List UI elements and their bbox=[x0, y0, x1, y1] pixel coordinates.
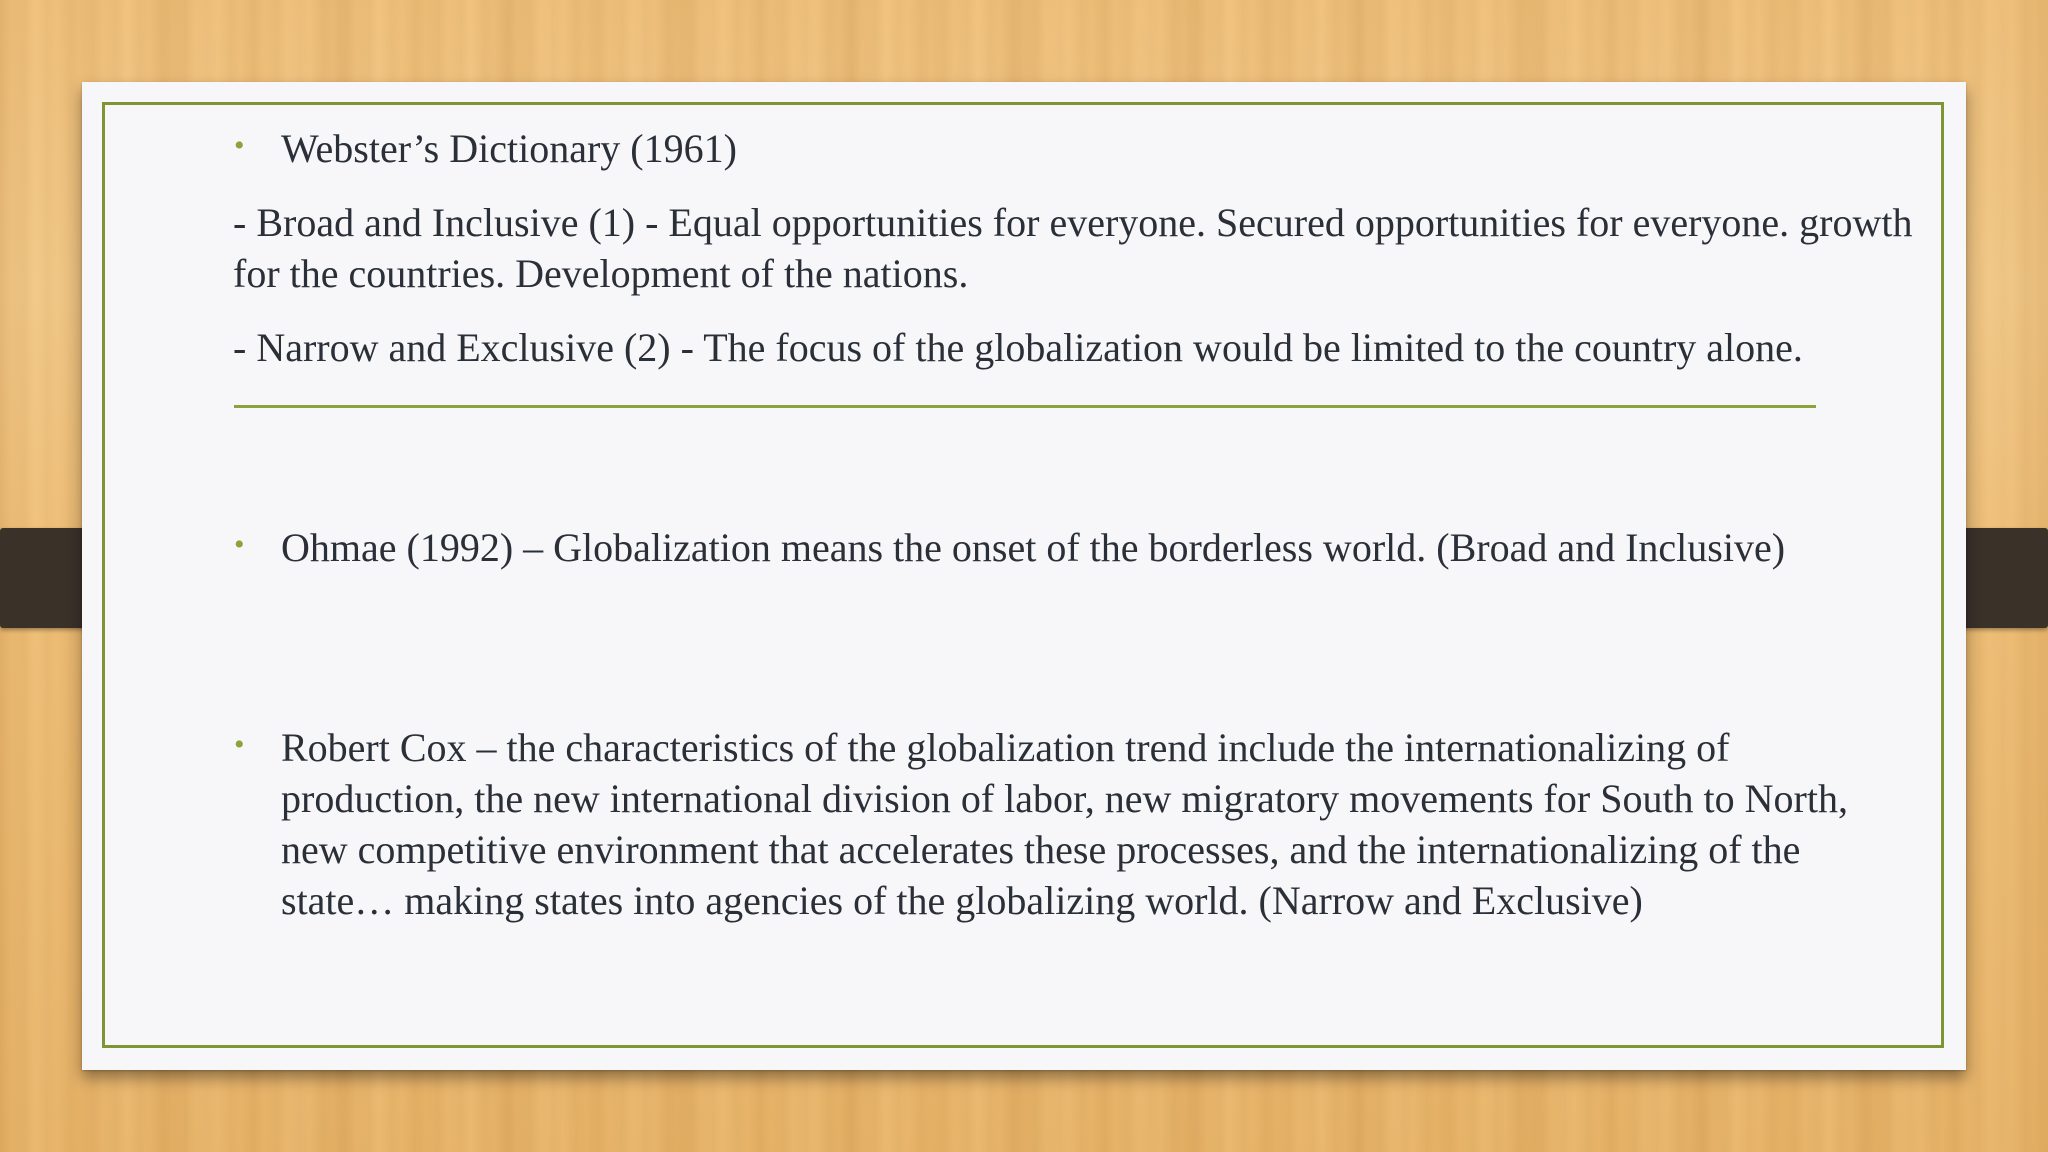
bullet-robert-cox: Robert Cox – the characteristics of the globalization trend include the internationalizing of production, the new international division of labor, new migratory movements for South to North, new competitive environment that accelerates these processes, and the internationalizing of the state… making states into agencies of the globalizing world. (Narrow and Exclusive) bbox=[281, 725, 1848, 923]
bullet-icon: • bbox=[234, 129, 245, 162]
broad-inclusive-definition: - Broad and Inclusive (1) - Equal opportunities for everyone. Secured opportunities for everyone. growth for the countries. Development of the nations. bbox=[233, 200, 1913, 296]
slide-content bbox=[82, 82, 1966, 1070]
underline-rule bbox=[234, 405, 1816, 408]
bullet-icon: • bbox=[234, 728, 245, 761]
slide bbox=[82, 82, 1966, 1070]
bullet-ohmae: Ohmae (1992) – Globalization means the onset of the borderless world. (Broad and Inclusive) bbox=[281, 525, 1786, 570]
narrow-exclusive-definition: - Narrow and Exclusive (2) - The focus of the globalization would be limited to the country alone. bbox=[233, 325, 1803, 370]
bullet-websters-dictionary: Webster’s Dictionary (1961) bbox=[281, 126, 737, 171]
bullet-icon: • bbox=[234, 528, 245, 561]
